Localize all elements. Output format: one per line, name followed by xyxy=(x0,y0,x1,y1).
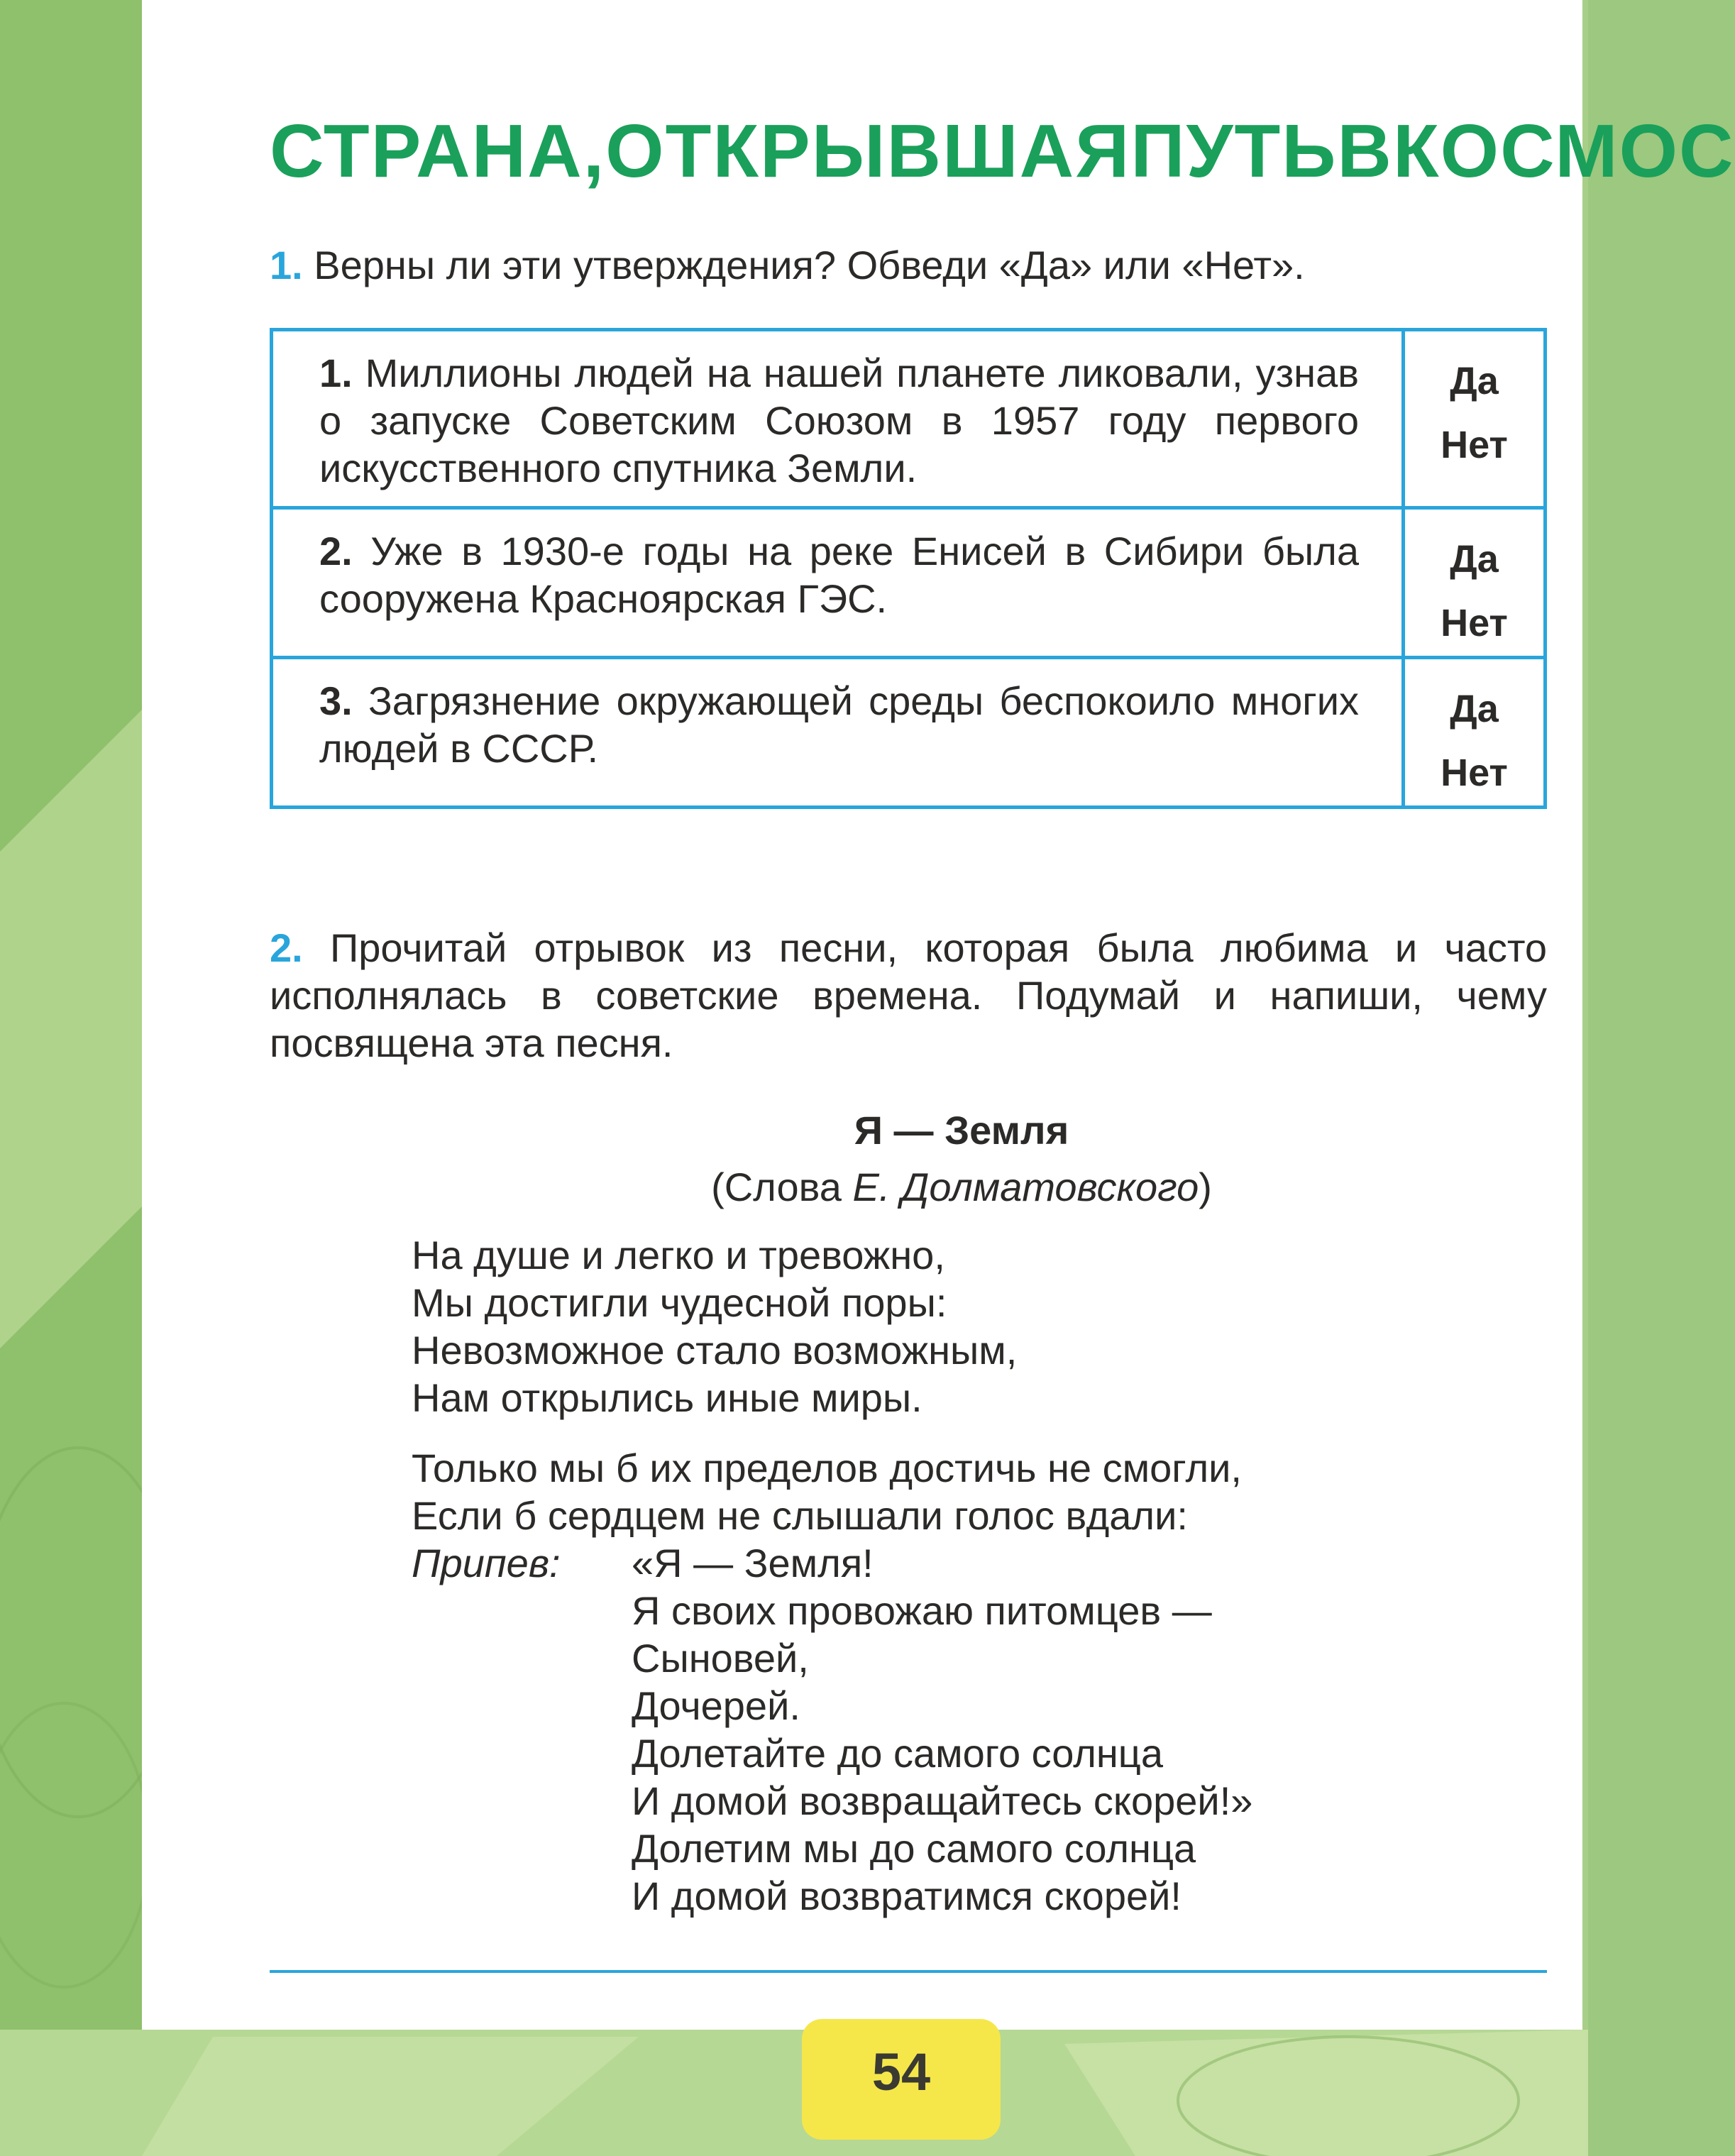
answer-no[interactable]: Нет xyxy=(1441,602,1508,644)
refrain-line: «Я — Земля! xyxy=(632,1541,874,1585)
author-name: Е. Долматовского xyxy=(852,1165,1199,1209)
title-word: В xyxy=(1337,109,1393,193)
statement-text: Загрязнение окружающей среды беспокоило многих людей в СССР. xyxy=(319,678,1360,771)
title-word: КОСМОС xyxy=(1392,109,1735,193)
task-text: Прочитай отрывок из песни, которая была любима и часто исполнялась в советские времена. Подумай и напиши, чему посвящена эта песня. xyxy=(270,925,1548,1065)
statement-number: 3. xyxy=(319,678,353,723)
task-1-prompt xyxy=(270,241,1547,289)
answer-cell xyxy=(1404,658,1546,808)
title-word: СТРАНА, xyxy=(270,109,606,193)
refrain-line: И домой возвращайтесь скорей!» xyxy=(632,1778,1253,1823)
verse-line: На душе и легко и тревожно, xyxy=(412,1233,945,1277)
true-false-table xyxy=(270,328,1547,809)
title-word: ПУТЬ xyxy=(1130,109,1338,193)
answer-yes[interactable]: Да xyxy=(1450,360,1499,402)
title-word: ОТКРЫВШАЯ xyxy=(605,109,1131,193)
statement-number: 1. xyxy=(319,351,353,395)
verse-line: Нам открылись иные миры. xyxy=(412,1375,922,1420)
answer-cell xyxy=(1404,330,1546,508)
verse-line: Если б сердцем не слышали голос вдали: xyxy=(412,1493,1188,1538)
table-row xyxy=(272,658,1546,808)
song-author xyxy=(142,1164,1582,1210)
refrain-line: Дочерей. xyxy=(632,1683,800,1728)
verse-2 xyxy=(412,1444,1242,1539)
refrain xyxy=(632,1539,1252,1920)
refrain-line: Я своих провожаю питомцев — xyxy=(632,1588,1212,1633)
statement-cell xyxy=(272,658,1404,808)
song-title: Я — Земля xyxy=(854,1108,1069,1153)
answer-cell xyxy=(1404,508,1546,658)
task-number: 1. xyxy=(270,243,303,287)
statement-cell xyxy=(272,330,1404,508)
task-number: 2. xyxy=(270,925,303,970)
task-text: Верны ли эти утверждения? Обведи «Да» или «Нет». xyxy=(314,243,1305,287)
answer-yes[interactable]: Да xyxy=(1450,538,1499,581)
page-title xyxy=(270,109,1735,193)
task-2-prompt xyxy=(270,924,1547,1067)
verse-1 xyxy=(412,1231,1017,1421)
page-number: 54 xyxy=(802,2019,1001,2140)
statement-text: Уже в 1930-е годы на реке Енисей в Сибири была сооружена Красноярская ГЭС. xyxy=(319,529,1359,621)
refrain-label: Припев: xyxy=(412,1541,561,1585)
refrain-line: Долетим мы до самого солнца xyxy=(632,1826,1196,1871)
table-row xyxy=(272,508,1546,658)
answer-yes[interactable]: Да xyxy=(1450,688,1499,730)
table-row xyxy=(272,330,1546,508)
verse-line: Невозможное стало возможным, xyxy=(412,1328,1018,1373)
textbook-page xyxy=(142,0,1735,2030)
author-prefix: (Слова xyxy=(711,1165,853,1209)
answer-no[interactable]: Нет xyxy=(1441,424,1508,466)
refrain-line: И домой возвратимся скорей! xyxy=(632,1874,1182,1918)
statement-text: Миллионы людей на нашей планете ликовали, узнав о запуске Советским Союзом в 1957 году первого искусственного спутника Земли. xyxy=(319,351,1359,490)
refrain-line: Сыновей, xyxy=(632,1636,809,1681)
statement-cell xyxy=(272,508,1404,658)
author-suffix: ) xyxy=(1199,1165,1212,1209)
answer-no[interactable]: Нет xyxy=(1441,752,1508,794)
refrain-line: Долетайте до самого солнца xyxy=(632,1731,1164,1776)
verse-line: Мы достигли чудесной поры: xyxy=(412,1280,947,1325)
statement-number: 2. xyxy=(319,529,353,573)
bottom-divider xyxy=(270,1970,1547,1973)
verse-line: Только мы б их пределов достичь не смогли, xyxy=(412,1446,1242,1490)
